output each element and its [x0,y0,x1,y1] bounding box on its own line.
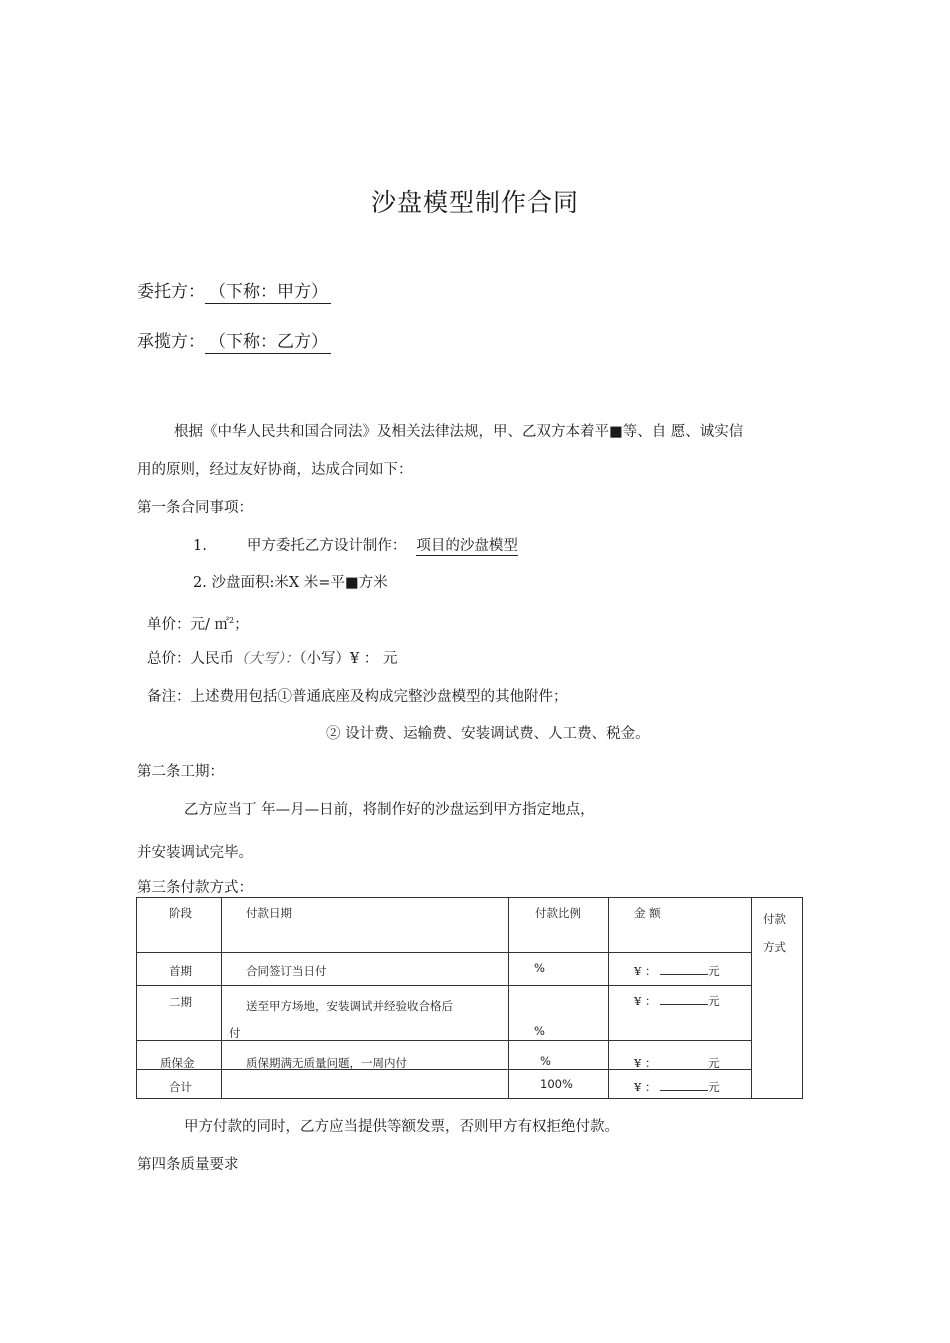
row3-amount-suffix: 元 [708,1056,720,1070]
article1-item1 [193,536,518,556]
document-title: 沙盘模型制作合同 [370,188,579,217]
article3-heading: 第三条付款方式： [137,880,253,896]
note-line-1: 备注：上述费用包括①普通底座及构成完整沙盘模型的其他附件； [147,689,568,705]
row2-amount-prefix: ¥ ： [634,994,657,1008]
row3-ratio: % [540,1054,551,1068]
header-date: 付款日期 [246,906,292,920]
row2-amount-blank [660,994,708,1005]
row4-amount-suffix: 元 [708,1080,720,1094]
item1-value: 项目的沙盘模型 [416,538,518,554]
row1-stage: 首期 [169,964,192,978]
article2-line-2: 并安装调试完毕。 [137,845,253,861]
intro-line-1: 根据《中华人民共和国合同法》及相关法律法规，甲、乙双方本着平■等、自 愿、诚实信 [174,424,744,440]
row2-stage: 二期 [169,995,192,1009]
row1-amount-suffix: 元 [708,964,720,978]
row3-stage: 质保金 [160,1056,195,1070]
client-party-line [137,277,331,304]
intro-line-2: 用的原则，经过友好协商，达成合同如下： [137,462,413,478]
row4-amount-prefix: ¥ ： [634,1080,657,1094]
row2-amount [634,993,720,1009]
header-amount: 金 额 [634,906,661,920]
row1-amount-blank [660,964,708,975]
contractor-name-field: （下称：乙方） [205,332,331,354]
row1-ratio: % [534,961,545,975]
total-label: 总价：人民币 [147,651,234,667]
item1-number: 1. [193,538,207,554]
row2-amount-suffix: 元 [708,994,720,1008]
payment-table [136,897,803,1099]
total-small-label: （小写）¥ ： 元 [299,651,398,667]
article1-heading: 第一条合同事项： [137,500,253,516]
client-label: 委托方： [137,282,205,302]
note-line-2: ② 设计费、运输费、安装调试费、人工费、税金。 [326,726,650,742]
article2-line-1: 乙方应当丁 年—月—日前，将制作好的沙盘运到甲方指定地点， [184,802,595,818]
row1-date: 合同签订当日付 [246,964,327,978]
article4-heading: 第四条质量要求 [137,1157,239,1173]
contractor-label: 承揽方： [137,332,205,352]
article3-after-text: 甲方付款的同时，乙方应当提供等额发票，否则甲方有权拒绝付款。 [184,1119,619,1135]
row3-date: 质保期满无质量问题，一周内付 [246,1056,407,1070]
total-big-label: （大写）： [234,651,300,667]
row4-ratio: 100% [540,1077,573,1091]
row3-amount [634,1055,720,1071]
contractor-party-line [137,327,331,354]
article1-item2: 2. 沙盘面积:米Ⅹ 米=平■方米 [193,575,388,591]
article2-heading: 第二条工期： [137,764,224,780]
row1-amount [634,963,720,979]
item1-text: 甲方委托乙方设计制作： [246,538,407,554]
unit-price-label: 单价：元/ ㎡ [147,616,229,633]
row1-amount-prefix: ¥ ： [634,964,657,978]
row3-amount-prefix: ¥ ： [634,1056,657,1070]
unit-price-tail: ； [234,616,249,633]
unit-price-line [147,611,249,635]
row2-date-cont: 付 [229,1026,241,1040]
header-ratio: 付款比例 [535,906,581,920]
client-name-field: （下称：甲方） [205,282,331,304]
row4-amount [634,1079,720,1095]
header-method-line2: 方式 [763,940,786,954]
row2-ratio: % [534,1024,545,1038]
header-stage: 阶段 [169,906,192,920]
header-method-line1: 付款 [763,912,786,926]
row2-date: 送至甲方场地，安装调试并经验收合格后 [246,999,453,1013]
row4-stage: 合计 [169,1080,192,1094]
unit-price-sup: 2 [229,616,235,625]
total-price-line [147,649,397,669]
row4-amount-blank [660,1080,708,1091]
